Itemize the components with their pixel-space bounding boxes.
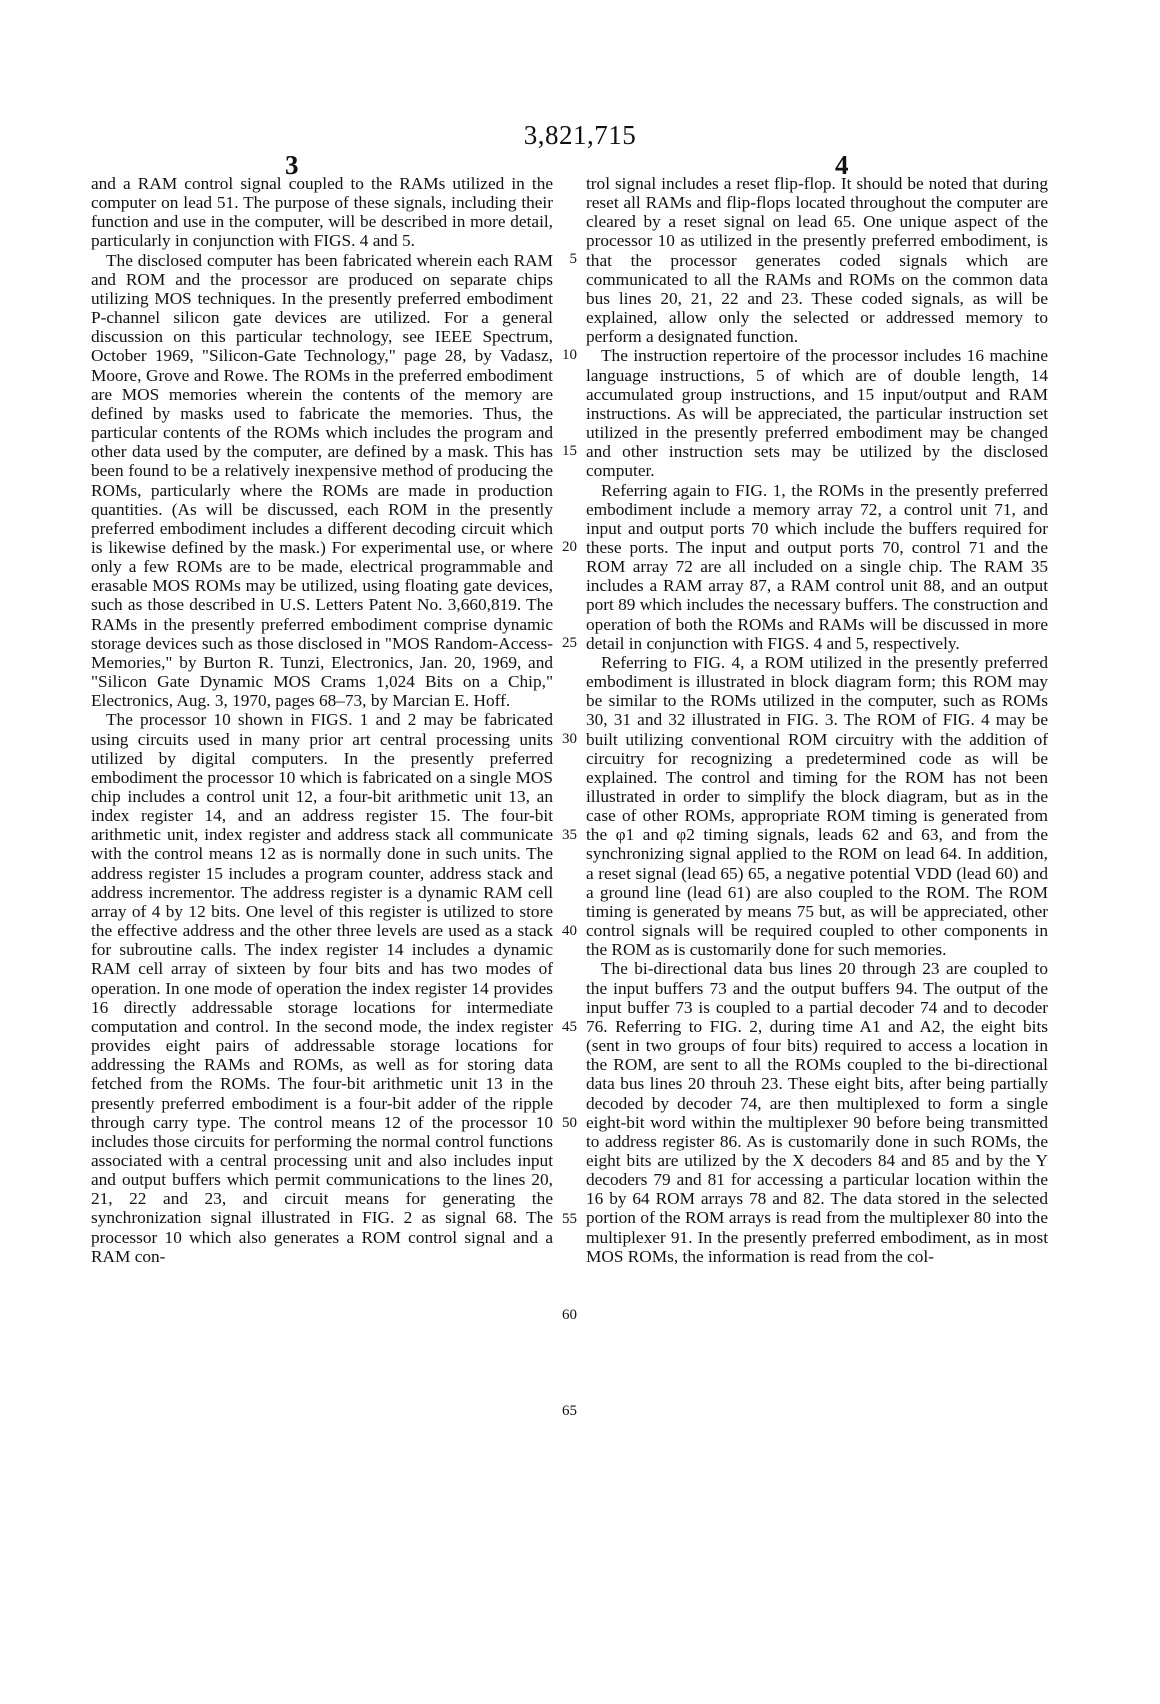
line-number: 35 [562,827,577,843]
paragraph: Referring to FIG. 4, a ROM utilized in the presently preferred embodiment is illustrated in block diagram form; this ROM may be similar to the ROMs utilized in the computer, such as ROMs 30, 31 and 32 illustrated in FIG. 3. The ROM of FIG. 4 may be built utilizing conventional ROM circuitry with the addition of circuitry for recognizing a predetermined code as will be explained. The control and timing for the ROM has not been illustrated in order to simplify the block diagram, but as in the case of other ROMs, appropriate ROM timing is generated from the φ1 and φ2 timing signals, leads 62 and 63, and from the synchronizing signal applied to the ROM on lead 64. In addition, a reset signal (lead 65) 65, a negative potential VDD (lead 60) and a ground line (lead 61) are also coupled to the ROM. The ROM timing is generated by means 75 but, as will be appreciated, other control signals will be required coupled to other components in the ROM as is customarily done for such memories. [586,652,1048,960]
line-number: 10 [562,347,577,363]
paragraph: The disclosed computer has been fabricated wherein each RAM and ROM and the processor are produced on separate chips utilizing MOS techniques. In the presently preferred embodiment P-channel silicon gate devices are utilized. For a general discussion on this particular technology, see IEEE Spectrum, October 1969, "Silicon-Gate Technology," page 28, by Vadasz, Moore, Grove and Rowe. The ROMs in the preferred embodiment are MOS memories wherein the contents of the memory are defined by masks used to fabricate the memories. Thus, the particular contents of the ROMs which includes the program and other data used by the computer, are defined by a mask. This has been found to be a relatively inexpensive method of producing the ROMs, particularly where the ROMs are made in production quantities. (As will be discussed, each ROM in the presently preferred embodiment includes a different decoding circuit which is likewise defined by the mask.) For experimental use, or where only a few ROMs are to be made, electrical programmable and erasable MOS ROMs may be utilized, using floating gate devices, such as those described in U.S. Letters Patent No. 3,660,819. The RAMs in the presently preferred embodiment comprise dynamic storage devices such as those disclosed in "MOS Random-Access-Memories," by Burton R. Tunzi, Electronics, Jan. 20, 1969, and "Silicon Gate Dynamic MOS Crams 1,024 Bits on a Chip," Electronics, Aug. 3, 1970, pages 68–73, by Marcian E. Hoff. [91,250,553,711]
line-number: 5 [569,251,577,267]
patent-number: 3,821,715 [523,120,637,150]
paragraph: trol signal includes a reset flip-flop. It should be noted that during reset all RAMs and flip-flops located throughout the computer are cleared by a reset signal on lead 65. One unique aspect of the processor 10 as utilized in the presently preferred embodiment, is that the processor generates coded signals which are communicated to all the RAMs and ROMs on the common data bus lines 20, 21, 22 and 23. These coded signals, as will be explained, allow only the selected or addressed memory to perform a designated function. [586,174,1048,347]
left-text-column [91,174,553,1266]
right-column-number: 4 [835,150,849,180]
paragraph: Referring again to FIG. 1, the ROMs in the presently preferred embodiment include a memory array 72, a control unit 71, and input and output ports 70 which include the buffers required for these ports. The input and output ports 70, control 71 and the ROM array 72 are all included on a single chip. The RAM 35 includes a RAM array 87, a RAM control unit 88, and an output port 89 which includes the necessary buffers. The construction and operation of both the ROMs and RAMs will be discussed in more detail in conjunction with FIGS. 4 and 5, respectively. [586,480,1048,653]
paragraph: The bi-directional data bus lines 20 through 23 are coupled to the input buffers 73 and the output buffers 94. The output of the input buffer 73 is coupled to a partial decoder 74 and to decoder 76. Referring to FIG. 2, during time A1 and A2, the eight bits (sent in two groups of four bits) required to access a location in the ROM, are sent to all the ROMs coupled to the bi-directional data bus lines 20 throuh 23. These eight bits, after being partially decoded by decoder 74, are then multiplexed to form a single eight-bit word within the multiplexer 90 before being transmitted to address register 86. As is customarily done in such ROMs, the eight bits are utilized by the X decoders 84 and 85 and by the Y decoders 79 and 81 for accessing a particular location within the 16 by 64 ROM arrays 78 and 82. The data stored in the selected portion of the ROM arrays is read from the multiplexer 80 into the multiplexer 91. In the presently preferred embodiment, as in most MOS ROMs, the information is read from the col- [586,959,1048,1266]
line-number: 30 [562,731,577,747]
line-number-gutter [543,174,577,1594]
right-text-column [586,174,1048,1266]
line-number: 50 [562,1115,577,1131]
line-number: 45 [562,1019,577,1035]
paragraph: The instruction repertoire of the processor includes 16 machine language instructions, 5 of which are of double length, 14 accumulated group instructions, and 15 input/output and RAM instructions. As will be appreciated, the particular instruction set utilized in the presently preferred embodiment may be changed and other instruction sets may be utilized by the disclosed computer. [586,346,1048,481]
line-number: 25 [562,635,577,651]
line-number: 40 [562,923,577,939]
line-number: 20 [562,539,577,555]
line-number: 55 [562,1211,577,1227]
line-number: 60 [562,1307,577,1323]
line-number: 15 [562,443,577,459]
line-number: 65 [562,1403,577,1419]
paragraph: and a RAM control signal coupled to the RAMs utilized in the computer on lead 51. The purpose of these signals, including their function and use in the computer, will be described in more detail, particularly in conjunction with FIGS. 4 and 5. [91,174,553,251]
paragraph: The processor 10 shown in FIGS. 1 and 2 may be fabricated using circuits used in many prior art central processing units utilized by digital computers. In the presently preferred embodiment the processor 10 which is fabricated on a single MOS chip includes a control unit 12, a four-bit arithmetic unit 13, an index register 14, and an address register 15. The four-bit arithmetic unit, index register and address stack all communicate with the control means 12 as is normally done in such units. The address register 15 includes a program counter, address stack and address incrementor. The address register is a dynamic RAM cell array of 4 by 12 bits. One level of this register is utilized to store the effective address and the other three levels are used as a stack for subroutine calls. The index register 14 includes a dynamic RAM cell array of sixteen by four bits and has two modes of operation. In one mode of operation the index register 14 provides 16 directly addressable storage locations for intermediate computation and control. In the second mode, the index register provides eight pairs of addressable storage locations for addressing the RAMs and ROMs, as well as for storing data fetched from the ROMs. The four-bit arithmetic unit 13 in the presently preferred embodiment is a four-bit adder of the ripple through carry type. The control means 12 of the processor 10 includes those circuits for performing the normal control functions associated with a central processing unit and also includes input and output buffers which permit communications to the lines 20, 21, 22 and 23, and circuit means for generating the synchronization signal illustrated in FIG. 2 as signal 68. The processor 10 which also generates a ROM control signal and a RAM con- [91,710,553,1266]
left-column-number: 3 [285,150,299,180]
